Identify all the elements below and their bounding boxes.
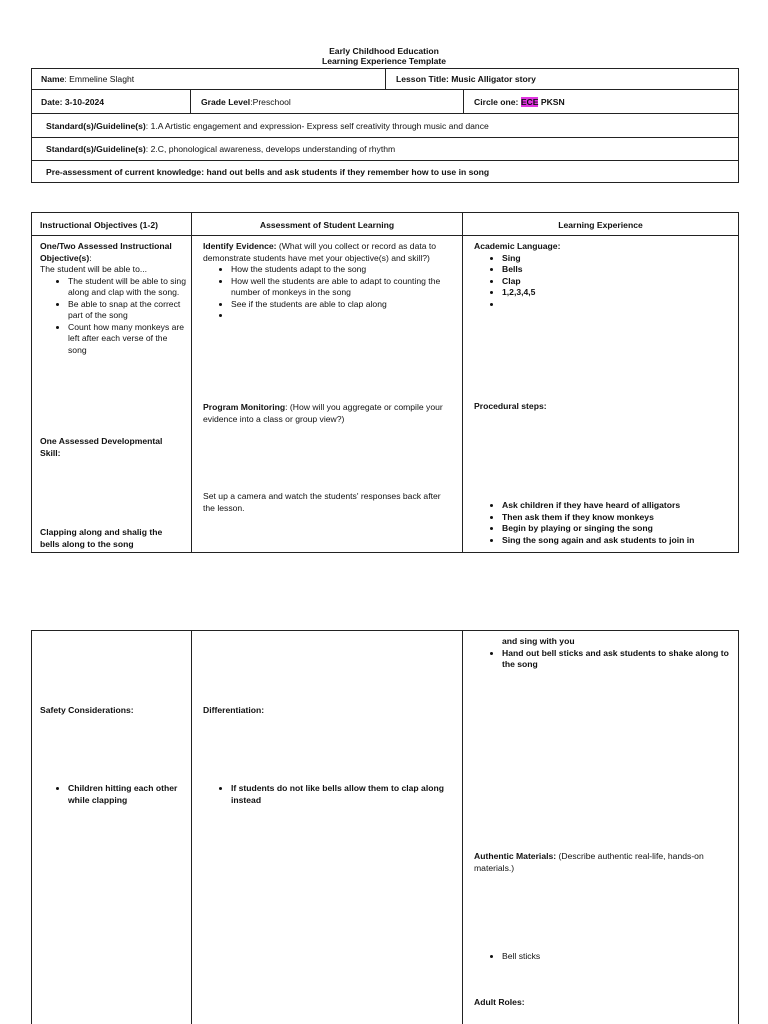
col-header-learning: Learning Experience [558,220,643,230]
lesson-title: Lesson Title: Music Alligator story [396,74,536,84]
evidence-list [203,264,453,322]
date-field: Date: 3-10-2024 [41,97,105,107]
academic-language-list [474,253,729,311]
standard-1-label: Standard(s)/Guideline(s) [46,121,146,131]
standard-2-value: : 2.C, phonological awareness, develops understanding of rhythm [145,144,396,154]
developmental-skill-title: One Assessed Developmental Skill: [40,436,163,458]
procedural-steps-title: Procedural steps: [474,401,547,411]
list-item: • Children hitting each other while clapping [68,783,188,806]
differentiation-block [203,783,453,806]
list-item: • See if the students are able to clap along [231,299,453,311]
grade-value: :Preschool [250,97,291,107]
materials-title: Authentic Materials: [474,851,557,861]
standard-2 [46,144,395,154]
col-header-objectives: Instructional Objectives (1-2) [40,220,158,230]
list-item: • Bells [502,264,729,276]
safety-list [40,783,188,806]
circle-pksn: PKSN [538,97,565,107]
procedural-steps-block [474,500,736,546]
academic-language-block [474,241,729,310]
circle-label: Circle one: [474,97,521,107]
list-item: • How the students adapt to the song [231,264,453,276]
monitoring-block [203,402,443,425]
academic-language-title: Academic Language: [474,241,561,251]
evidence-title: Identify Evidence: [203,241,277,251]
safety-title: Safety Considerations: [40,705,134,715]
list-item [502,299,729,311]
procedural-continued-list [474,648,736,671]
list-item: • Sing the song again and ask students to join in [502,535,736,547]
standard-1 [46,121,489,131]
list-item: • If students do not like bells allow them to clap along instead [231,783,453,806]
safety-block [40,783,188,806]
grade-label: Grade Level [201,97,251,107]
objectives-intro: The student will be able to... [40,264,148,274]
procedural-continued-text: and sing with you [502,636,575,646]
objectives-block [40,241,188,356]
materials-list [474,951,729,963]
materials-desc: (Describe authentic real-life, hands-on materials.) [474,851,704,873]
evidence-block [203,241,453,322]
list-item: • Count how many monkeys are left after each verse of the song [68,322,188,357]
materials-block [474,851,729,874]
name-value: : Emmeline Slaght [64,74,135,84]
objectives-list [40,276,188,357]
procedural-steps-list [474,500,736,546]
list-item: • Then ask them if they know monkeys [502,512,736,524]
list-item: • Bell sticks [502,951,729,963]
col-header-assessment: Assessment of Student Learning [259,220,395,230]
standard-2-label: Standard(s)/Guideline(s) [46,144,146,154]
materials-list-block [474,951,729,963]
differentiation-title: Differentiation: [203,705,265,715]
standard-1-value: : 1.A Artistic engagement and expression- Express self creativity through music and dance [145,121,489,131]
list-item: • Hand out bell sticks and ask students to shake along to the song [502,648,736,671]
adult-roles-title: Adult Roles: [474,997,525,1007]
list-item [231,310,453,322]
procedural-continued [474,636,736,671]
list-item: • Clap [502,276,729,288]
circle-ece-highlighted: ECE [520,97,539,107]
developmental-skill-value: Clapping along and shalig the bells along to the song [40,527,163,549]
name-label: Name [41,74,65,84]
circle-one-field [474,97,565,107]
list-item: • Ask children if they have heard of alligators [502,500,736,512]
objectives-colon: : [89,252,92,263]
list-item: • Sing [502,253,729,265]
list-item: • Begin by playing or singing the song [502,523,736,535]
monitoring-desc: : (How will you aggregate or compile your evidence into a class or group view?) [203,402,443,424]
form-title: Early Childhood Education [329,46,439,56]
pre-assessment: Pre-assessment of current knowledge: hand out bells and ask students if they remember how to use in song [46,167,490,177]
monitoring-value: Set up a camera and watch the students' responses back after the lesson. [203,491,441,513]
evidence-desc: (What will you collect or record as data to demonstrate students have met your objective(s) and skill?) [203,241,437,263]
form-subtitle: Learning Experience Template [321,56,446,66]
monitoring-title: Program Monitoring [203,402,286,412]
list-item: • The student will be able to sing along and clap with the song. [68,276,188,299]
grade-level-field [201,97,291,107]
objectives-title: One/Two Assessed Instructional Objective(s) [40,241,172,263]
list-item: • How well the students are able to adapt to counting the number of monkeys in the song [231,276,453,299]
list-item: • 1,2,3,4,5 [502,287,729,299]
differentiation-list [203,783,453,806]
list-item: • Be able to snap at the correct part of the song [68,299,188,322]
name-field [41,74,134,84]
